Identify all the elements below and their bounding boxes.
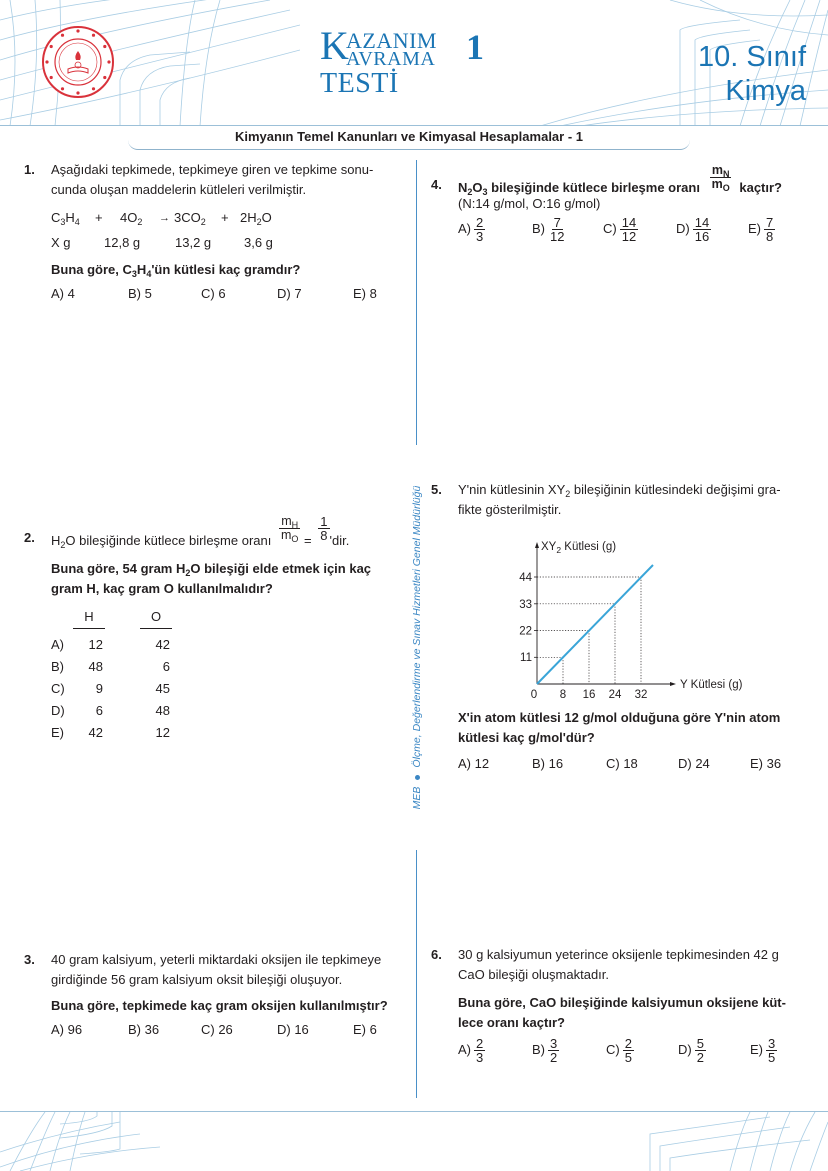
choice-b[interactable]: B) $\frac{3}{2}$ xyxy=(532,1036,558,1065)
xy2-vs-y-mass-chart xyxy=(500,530,770,705)
mass-value: 3,6 g xyxy=(244,235,273,250)
choice-b[interactable]: B) $\frac{7}{12}$ xyxy=(532,215,565,244)
choice-a[interactable]: A) $\frac{2}{3}$ xyxy=(458,215,484,244)
question-prompt: Buna göre, 54 gram $H_2O$ bileşiği elde etmek için kaç xyxy=(51,561,372,578)
side-credit-meb: MEB xyxy=(411,786,423,810)
question-text: fikte gösterilmiştir. xyxy=(458,502,562,517)
question-2 xyxy=(24,515,404,755)
question-number: 1. xyxy=(24,162,35,177)
question-prompt: $N_2O_3$ bileşiğinde kütlece birleşme oranı $\frac{m_N}{m_O}$ kaçtır? xyxy=(458,163,782,197)
choice-d[interactable]: D) 7 xyxy=(277,286,302,301)
question-1 xyxy=(24,160,404,310)
question-prompt: Buna göre, $C_3H_4'ün$ kütlesi kaç gramdır? xyxy=(51,262,301,279)
answer-choices xyxy=(51,1020,411,1044)
answer-choices xyxy=(51,284,406,308)
choice-c[interactable]: C) 18 xyxy=(606,756,638,771)
plus-sign: + xyxy=(221,210,229,225)
choice-d[interactable]: D) 24 xyxy=(678,756,710,771)
choice-c[interactable]: C) 26 xyxy=(201,1022,233,1037)
topic-title: Kimyanın Temel Kanunları ve Kimyasal Hesaplamalar - 1 xyxy=(128,126,690,150)
svg-text:32: 32 xyxy=(634,689,648,701)
product-h2o: $2H_2O$ xyxy=(240,210,272,227)
table-header-o: O xyxy=(140,607,172,629)
choice-e[interactable]: E) $\frac{3}{5}$ xyxy=(750,1036,776,1065)
svg-text:33: 33 xyxy=(519,599,532,611)
question-text: 30 g kalsiyumun yeterince oksijenle tepkimesinden 42 g xyxy=(458,947,779,962)
choice-a[interactable]: A) $\frac{2}{3}$ xyxy=(458,1036,484,1065)
question-number: 6. xyxy=(431,947,442,962)
choice-b[interactable]: B) 5 xyxy=(128,286,152,301)
choice-c[interactable]: C) $\frac{2}{5}$ xyxy=(606,1036,632,1065)
choice-d[interactable]: D) 16 xyxy=(277,1022,309,1037)
question-prompt: kütlesi kaç g/mol'dür? xyxy=(458,730,595,745)
choice-b[interactable]: B) 16 xyxy=(532,756,564,771)
question-text: Aşağıdaki tepkimede, tepkimeye giren ve tepkime sonu- xyxy=(51,162,374,177)
question-number: 5. xyxy=(431,482,442,497)
choice-d[interactable]: D) $\frac{14}{16}$ xyxy=(676,215,710,244)
svg-text:44: 44 xyxy=(519,572,532,584)
choice-e[interactable]: E) $\frac{7}{8}$ xyxy=(748,215,774,244)
svg-text:8: 8 xyxy=(559,689,567,701)
title-initial: K xyxy=(320,23,350,68)
ratio-mn-mo: $\frac{m_N}{m_O}$ xyxy=(711,163,730,193)
grade-label: 10. Sınıf xyxy=(697,41,806,73)
meb-seal-icon xyxy=(41,25,115,99)
footer-right-wave-pattern xyxy=(640,1112,828,1171)
title-line-1: AZANIM xyxy=(346,28,437,53)
mass-value: 12,8 g xyxy=(104,235,141,250)
side-credit xyxy=(405,445,429,850)
question-text: Y'nin kütlesinin $XY_2$ bileşiğinin kütlesindeki değişimi gra- xyxy=(458,482,781,499)
x-axis-label: Y Kütlesi (g) xyxy=(680,679,743,691)
choice-a[interactable]: A) 12 xyxy=(458,756,490,771)
choice-b[interactable]: B) 36 xyxy=(128,1022,160,1037)
choice-a[interactable]: A) 96 xyxy=(51,1022,83,1037)
question-prompt: gram H, kaç gram O kullanılmalıdır? xyxy=(51,581,273,596)
question-5-prompt xyxy=(431,708,816,778)
product-co2: $3CO_2$ xyxy=(174,210,206,227)
question-text: CaO bileşiği oluşmaktadır. xyxy=(458,967,610,982)
choice-e[interactable]: E) 8 xyxy=(353,286,377,301)
given-values: (N:14 g/mol, O:16 g/mol) xyxy=(458,196,601,211)
question-6 xyxy=(431,945,816,1070)
answer-choices xyxy=(458,1037,818,1067)
x-axis-arrow-icon xyxy=(670,682,676,686)
grade-subject-label xyxy=(698,40,806,108)
ratio-one-eighth: $\frac{1}{8}$ xyxy=(320,514,328,543)
side-credit-agency: Ölçme, Değerlendirme ve Sınav Hizmetleri Genel Müdürlüğü xyxy=(411,485,423,768)
svg-text:11: 11 xyxy=(520,652,532,664)
y-axis-arrow-icon xyxy=(535,542,539,548)
question-text: girdiğinde 56 gram kalsiyum oksit bileşiği oluşuyor. xyxy=(51,972,343,987)
mass-value: X g xyxy=(51,235,71,250)
plus-sign: + xyxy=(95,210,103,225)
question-text: cunda oluşan maddelerin kütleleri verilmiştir. xyxy=(51,182,307,197)
question-prompt: Buna göre, tepkimede kaç gram oksijen kullanılmıştır? xyxy=(51,998,388,1013)
question-number: 3. xyxy=(24,952,35,967)
question-prompt: Buna göre, CaO bileşiğinde kalsiyumun oksijene küt- xyxy=(458,995,786,1010)
ratio-mh-mo: $\frac{m_H}{m_O}$ xyxy=(280,514,299,544)
chemical-equation xyxy=(51,208,406,233)
footer-left-wave-pattern xyxy=(0,1112,200,1171)
subject-label: Kimya xyxy=(725,75,806,107)
answer-choices xyxy=(458,754,818,778)
choice-e[interactable]: E) 36 xyxy=(750,756,782,771)
footer-divider xyxy=(0,1111,828,1112)
reactant-o2: $4O_2$ xyxy=(120,210,143,227)
question-text: $H_2O$ bileşiğinde kütlece birleşme oranı $\frac{m_H}{m_O}$ = $\frac{1}{8}$ 'dir. xyxy=(51,514,350,550)
svg-text:0: 0 xyxy=(530,689,538,701)
svg-text:24: 24 xyxy=(608,689,622,701)
choice-d[interactable]: D) $\frac{5}{2}$ xyxy=(678,1036,704,1065)
question-number: 4. xyxy=(431,177,442,192)
bullet-dot-icon xyxy=(415,775,420,780)
question-prompt: lece oranı kaçtır? xyxy=(458,1015,565,1030)
choice-c[interactable]: C) $\frac{14}{12}$ xyxy=(603,215,637,244)
reactant-c3h4: $C_3H_4$ xyxy=(51,210,80,227)
question-number: 2. xyxy=(24,530,35,545)
svg-text:16: 16 xyxy=(582,689,596,701)
mass-value: 13,2 g xyxy=(175,235,212,250)
choice-e[interactable]: E) 6 xyxy=(353,1022,377,1037)
arrow-icon: → xyxy=(159,212,170,224)
question-3 xyxy=(24,950,409,1050)
question-5 xyxy=(431,480,816,525)
question-text: 40 gram kalsiyum, yeterli miktardaki oksijen ile tepkimeye xyxy=(51,952,382,967)
y-axis-label: $XY_2$ Kütlesi (g) xyxy=(541,541,617,555)
data-line xyxy=(537,565,653,684)
question-prompt: X'in atom kütlesi 12 g/mol olduğuna göre Y'nin atom xyxy=(458,710,781,725)
svg-text:22: 22 xyxy=(519,625,532,638)
answer-choices xyxy=(458,216,818,246)
table-header-h: H xyxy=(73,607,105,629)
title-line-3: TESTİ xyxy=(320,68,399,99)
question-4 xyxy=(431,164,816,264)
choice-c[interactable]: C) 6 xyxy=(201,286,226,301)
choice-a[interactable]: A) 4 xyxy=(51,286,75,301)
test-number: 1 xyxy=(466,27,484,67)
title-line-2: AVRAMA xyxy=(346,48,436,70)
answer-table: H O A) 12 42 B) 48 6 C) 9 45 D) 6 48 E) 42 12 xyxy=(51,609,170,740)
mass-row xyxy=(51,233,406,255)
